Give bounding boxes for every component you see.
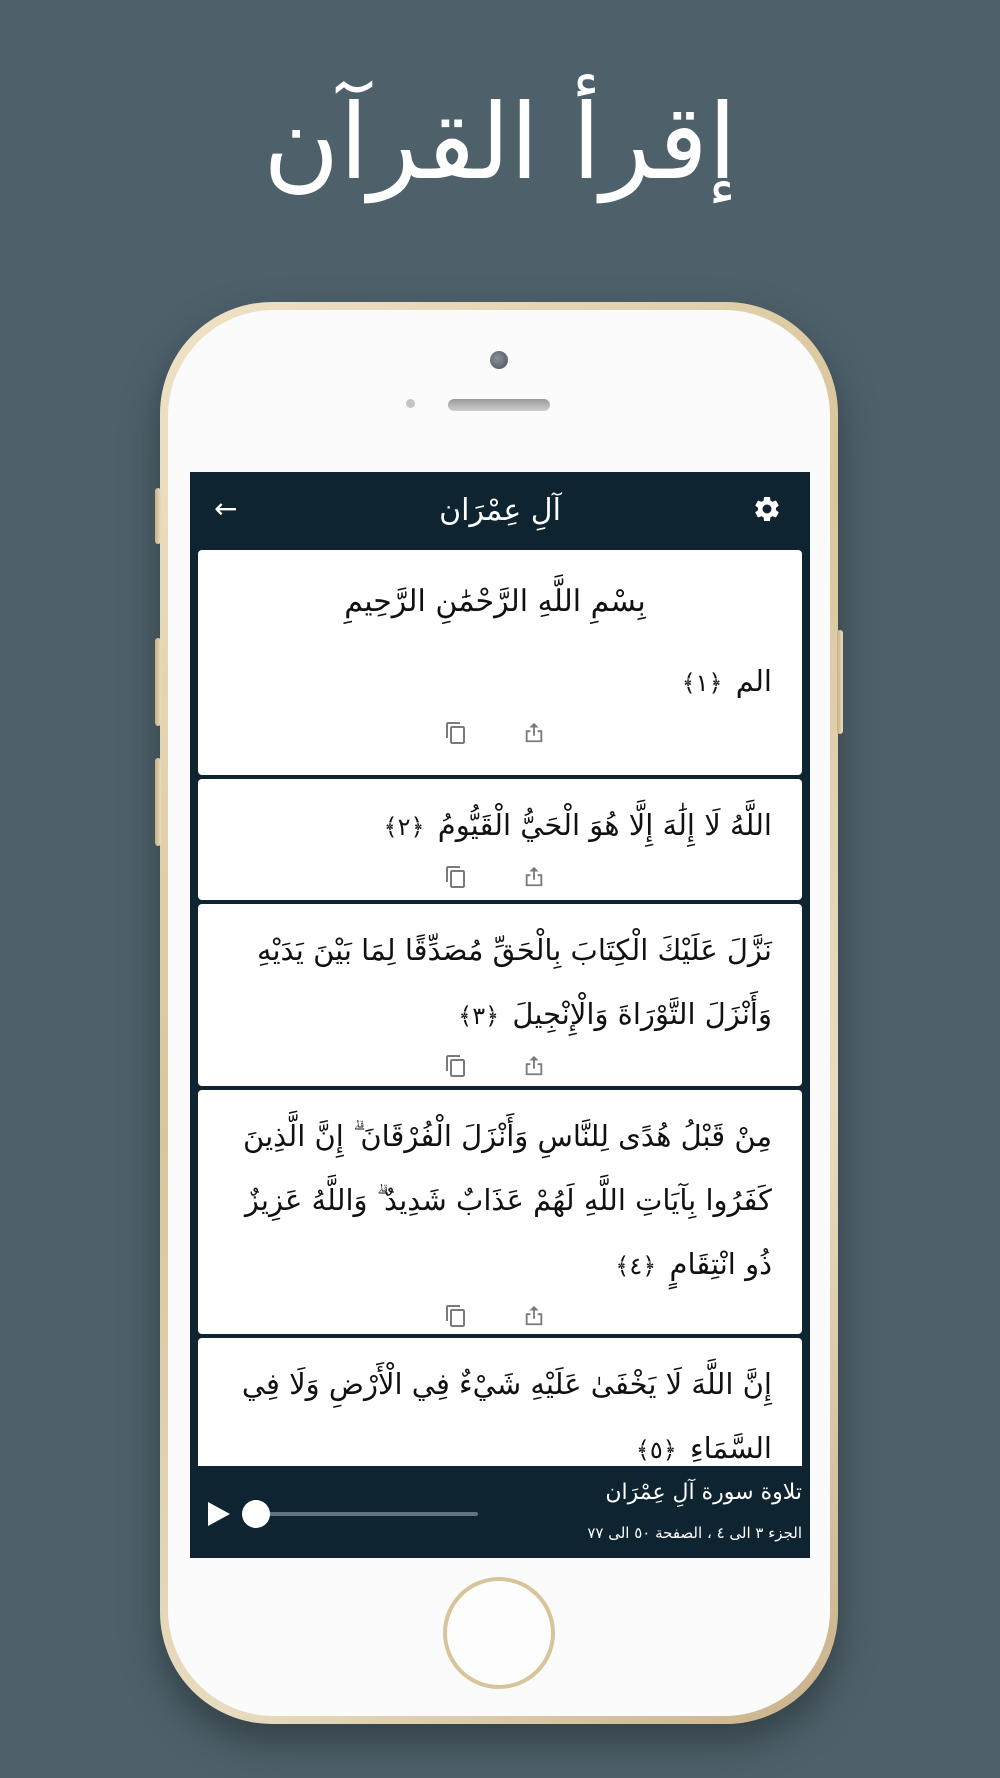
back-arrow-icon[interactable]: ←	[214, 492, 238, 525]
home-button[interactable]	[443, 1577, 555, 1689]
surah-title: آلِ عِمْرَان	[439, 492, 561, 528]
play-icon[interactable]	[208, 1502, 230, 1526]
ayah-number: ﴿١﴾	[681, 669, 723, 697]
verse-card	[198, 1338, 802, 1466]
verse-text	[218, 1352, 772, 1466]
volume-up-button	[155, 638, 161, 726]
app-bar	[190, 472, 810, 548]
verse-card	[198, 779, 802, 900]
verse-actions	[218, 859, 772, 897]
ayah-number: ﴿٢﴾	[383, 813, 425, 841]
copy-icon[interactable]	[442, 863, 470, 891]
verse-actions	[218, 1298, 772, 1336]
progress-thumb[interactable]	[242, 1500, 270, 1528]
verse-text	[218, 793, 772, 859]
progress-track[interactable]	[256, 1512, 478, 1516]
verse-actions	[218, 715, 772, 753]
promo-title: إقرأ القرآن	[263, 81, 737, 203]
copy-icon[interactable]	[442, 1052, 470, 1080]
ayah-number: ﴿٤﴾	[615, 1252, 657, 1280]
verse-body: الم	[735, 664, 772, 698]
copy-icon[interactable]	[442, 1302, 470, 1330]
verse-body: اللَّهُ لَا إِلَٰهَ إِلَّا هُوَ الْحَيُّ الْقَيُّومُ	[437, 808, 772, 842]
share-icon[interactable]	[520, 1052, 548, 1080]
verse-card	[198, 550, 802, 775]
ayah-number: ﴿٥﴾	[635, 1436, 677, 1464]
verse-actions	[218, 1048, 772, 1086]
verse-body: مِنْ قَبْلُ هُدًى لِلنَّاسِ وَأَنْزَلَ الْفُرْقَانَ ۗ إِنَّ الَّذِينَ كَفَرُوا بِآيَاتِ اللَّهِ لَهُمْ عَذَابٌ شَدِيدٌ ۗ وَاللَّهُ عَزِيزٌ ذُو انْتِقَامٍ	[243, 1119, 772, 1281]
verse-card	[198, 904, 802, 1086]
ayah-number: ﴿٣﴾	[458, 1002, 500, 1030]
power-button	[837, 630, 843, 734]
verse-body: إِنَّ اللَّهَ لَا يَخْفَىٰ عَلَيْهِ شَيْءٌ فِي الْأَرْضِ وَلَا فِي السَّمَاءِ	[241, 1367, 772, 1465]
share-icon[interactable]	[520, 863, 548, 891]
verse-body: نَزَّلَ عَلَيْكَ الْكِتَابَ بِالْحَقِّ مُصَدِّقًا لِمَا بَيْنَ يَدَيْهِ وَأَنْزَلَ التَّوْرَاةَ وَالْإِنْجِيلَ	[256, 933, 772, 1031]
audio-player	[190, 1466, 810, 1558]
bismillah	[218, 564, 772, 649]
verse-list[interactable]	[198, 550, 802, 1466]
gear-icon[interactable]	[752, 494, 782, 524]
share-icon[interactable]	[520, 719, 548, 747]
recitation-title: تلاوة سورة آلِ عِمْرَان	[605, 1480, 802, 1505]
verse-text	[218, 918, 772, 1048]
front-camera	[490, 351, 508, 369]
app-screen	[190, 472, 810, 1558]
bismillah-text: بِسْمِ اللَّهِ الرَّحْمَٰنِ الرَّحِيمِ	[344, 584, 646, 619]
proximity-sensor	[406, 399, 415, 408]
mute-switch	[155, 488, 161, 544]
verse-card	[198, 1090, 802, 1334]
recitation-range: الجزء ٣ الى ٤ ، الصفحة ٥٠ الى ٧٧	[587, 1524, 802, 1542]
verse-text	[218, 649, 772, 715]
verse-text	[218, 1104, 772, 1298]
share-icon[interactable]	[520, 1302, 548, 1330]
earpiece-speaker	[448, 399, 550, 411]
volume-down-button	[155, 758, 161, 846]
copy-icon[interactable]	[442, 719, 470, 747]
